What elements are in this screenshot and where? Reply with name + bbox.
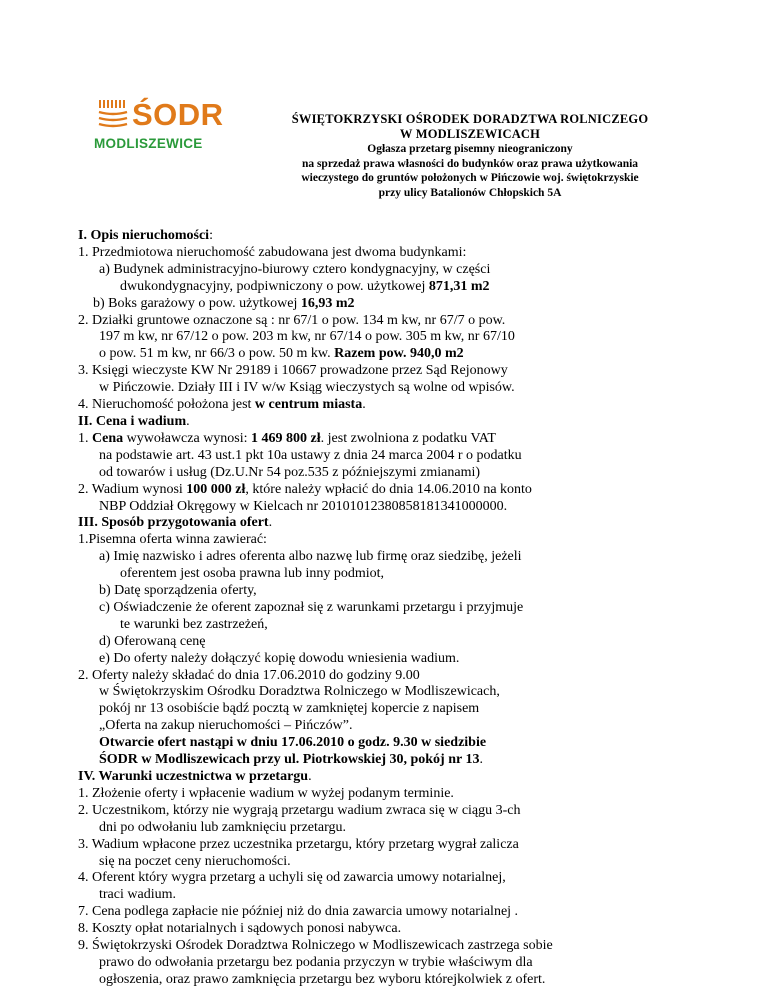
s2-p1-3: od towarów i usług (Dz.U.Nr 54 poz.535 z późniejszymi zmianami): [99, 464, 481, 480]
s1-p3-1: 3. Księgi wieczyste KW Nr 29189 i 10667 prowadzone przez Sąd Rejonowy: [78, 363, 508, 379]
sodr-logo: [94, 97, 242, 155]
s1-p2-3: o pow. 51 m kw, nr 66/3 o pow. 50 m kw. Razem pow. 940,0 m2: [99, 346, 464, 362]
s1-p1a-2: dwukondygnacyjny, podpiwniczony o pow. użytkowej 871,31 m2: [120, 278, 490, 294]
s4-p8: 8. Koszty opłat notarialnych i sądowych ponosi nabywca.: [78, 921, 402, 937]
s4-p4-1: 4. Oferent który wygra przetarg a uchyli się od zawarcia umowy notarialnej,: [78, 870, 506, 886]
section-4-heading: IV. Warunki uczestnictwa w przetargu.: [78, 769, 312, 784]
s3-opening-2: ŚODR w Modliszewicach przy ul. Piotrkowskiej 30, pokój nr 13.: [99, 752, 483, 768]
s1-p4: 4. Nieruchomość położona jest w centrum miasta.: [78, 397, 366, 413]
s3-c-2: te warunki bez zastrzeżeń,: [120, 616, 268, 632]
s3-e: e) Do oferty należy dołączyć kopię dowodu wniesienia wadium.: [99, 650, 460, 666]
section-3-heading: III. Sposób przygotowania ofert.: [78, 515, 273, 531]
s1-p1b: b) Boks garażowy o pow. użytkowej 16,93 m2: [93, 295, 355, 311]
header-sub-2: na sprzedaż prawa własności do budynków oraz prawa użytkowania: [301, 157, 639, 170]
section-2-heading: II. Cena i wadium.: [78, 413, 190, 429]
s1-p1: 1. Przedmiotowa nieruchomość zabudowana jest dwoma budynkami:: [78, 244, 467, 260]
header-sub-1: Ogłasza przetarg pisemny nieograniczony: [367, 143, 573, 155]
s4-p1: 1. Złożenie oferty i wpłacenie wadium w wyżej podanym terminie.: [78, 785, 454, 801]
header-sub-3: wieczystego do gruntów położonych w Pińczowie woj. świętokrzyskie: [301, 172, 639, 184]
s1-p2-1: 2. Działki gruntowe oznaczone są : nr 67/1 o pow. 134 m kw, nr 67/7 o pow.: [78, 312, 506, 328]
s4-p4-2: traci wadium.: [99, 887, 176, 903]
s2-p1-2: na podstawie art. 43 ust.1 pkt 10a ustawy z dnia 24 marca 2004 r o podatku: [99, 447, 522, 463]
s3-a-1: a) Imię nazwisko i adres oferenta albo nazwę lub firmę oraz siedzibę, jeżeli: [99, 549, 522, 565]
s4-p9-2: prawo do odwołania przetargu bez podania przyczyn w trybie właściwym dla: [99, 954, 533, 970]
s2-p1-1: 1. Cena wywoławcza wynosi: 1 469 800 zł. jest zwolniona z podatku VAT: [78, 430, 496, 446]
s3-a-2: oferentem jest osoba prawna lub inny podmiot,: [120, 566, 384, 582]
wheat-book-icon: [95, 98, 131, 134]
s3-p2-1: 2. Oferty należy składać do dnia 17.06.2010 do godziny 9.00: [78, 667, 420, 683]
s4-p2-2: dni po odwołaniu lub zamknięciu przetargu.: [99, 819, 347, 835]
header-title-1: ŚWIĘTOKRZYSKI OŚRODEK DORADZTWA ROLNICZEGO: [291, 112, 649, 126]
s3-b: b) Datę sporządzenia oferty,: [99, 583, 257, 599]
logo-name: ŚODR: [132, 97, 224, 132]
s3-p2-3: pokój nr 13 osobiście bądź pocztą w zamkniętej kopercie z napisem: [99, 701, 480, 717]
s3-p1: 1.Pisemna oferta winna zawierać:: [78, 532, 267, 548]
s3-p2-2: w Świętokrzyskim Ośrodku Doradztwa Rolniczego w Modliszewicach,: [99, 684, 500, 700]
s3-d: d) Oferowaną cenę: [99, 633, 206, 649]
s3-p2-4: „Oferta na zakup nieruchomości – Pińczów”.: [99, 718, 353, 734]
logo-place: MODLISZEWICE: [94, 136, 203, 151]
section-1-heading: I. Opis nieruchomości:: [78, 228, 213, 243]
s4-p3-1: 3. Wadium wpłacone przez uczestnika przetargu, który przetarg wygrał zalicza: [78, 836, 519, 852]
s1-p2-2: 197 m kw, nr 67/12 o pow. 203 m kw, nr 67/14 o pow. 305 m kw, nr 67/10: [99, 329, 515, 345]
s1-p3-2: w Pińczowie. Działy III i IV w/w Ksiąg wieczystych są wolne od wpisów.: [99, 380, 515, 396]
s1-p1a-1: a) Budynek administracyjno-biurowy cztero kondygnacyjny, w części: [99, 261, 491, 277]
s4-p9-3: ogłoszenia, oraz prawo zamknięcia przetargu bez wyboru którejkolwiek z ofert.: [99, 971, 546, 987]
document-body: [78, 228, 718, 989]
s4-p3-2: się na poczet ceny nieruchomości.: [99, 853, 291, 869]
s2-p2-1: 2. Wadium wynosi 100 000 zł, które należy wpłacić do dnia 14.06.2010 na konto: [78, 481, 532, 497]
s3-opening-1: Otwarcie ofert nastąpi w dniu 17.06.2010 o godz. 9.30 w siedzibie: [99, 735, 487, 751]
header-sub-4: przy ulicy Batalionów Chłopskich 5A: [378, 186, 562, 199]
s3-c-1: c) Oświadczenie że oferent zapoznał się z warunkami przetargu i przyjmuje: [99, 599, 524, 615]
s4-p7: 7. Cena podlega zapłacie nie później niż do dnia zawarcia umowy notarialnej .: [78, 904, 519, 920]
s2-p2-2: NBP Oddział Okręgowy w Kielcach nr 20101012380858181341000000.: [99, 498, 508, 514]
s4-p9-1: 9. Świętokrzyski Ośrodek Doradztwa Rolniczego w Modliszewicach zastrzega sobie: [78, 938, 553, 954]
document-header: [250, 112, 690, 200]
s4-p2-1: 2. Uczestnikom, którzy nie wygrają przetargu wadium zwraca się w ciągu 3-ch: [78, 802, 521, 818]
header-title-2: W MODLISZEWICACH: [399, 127, 541, 141]
